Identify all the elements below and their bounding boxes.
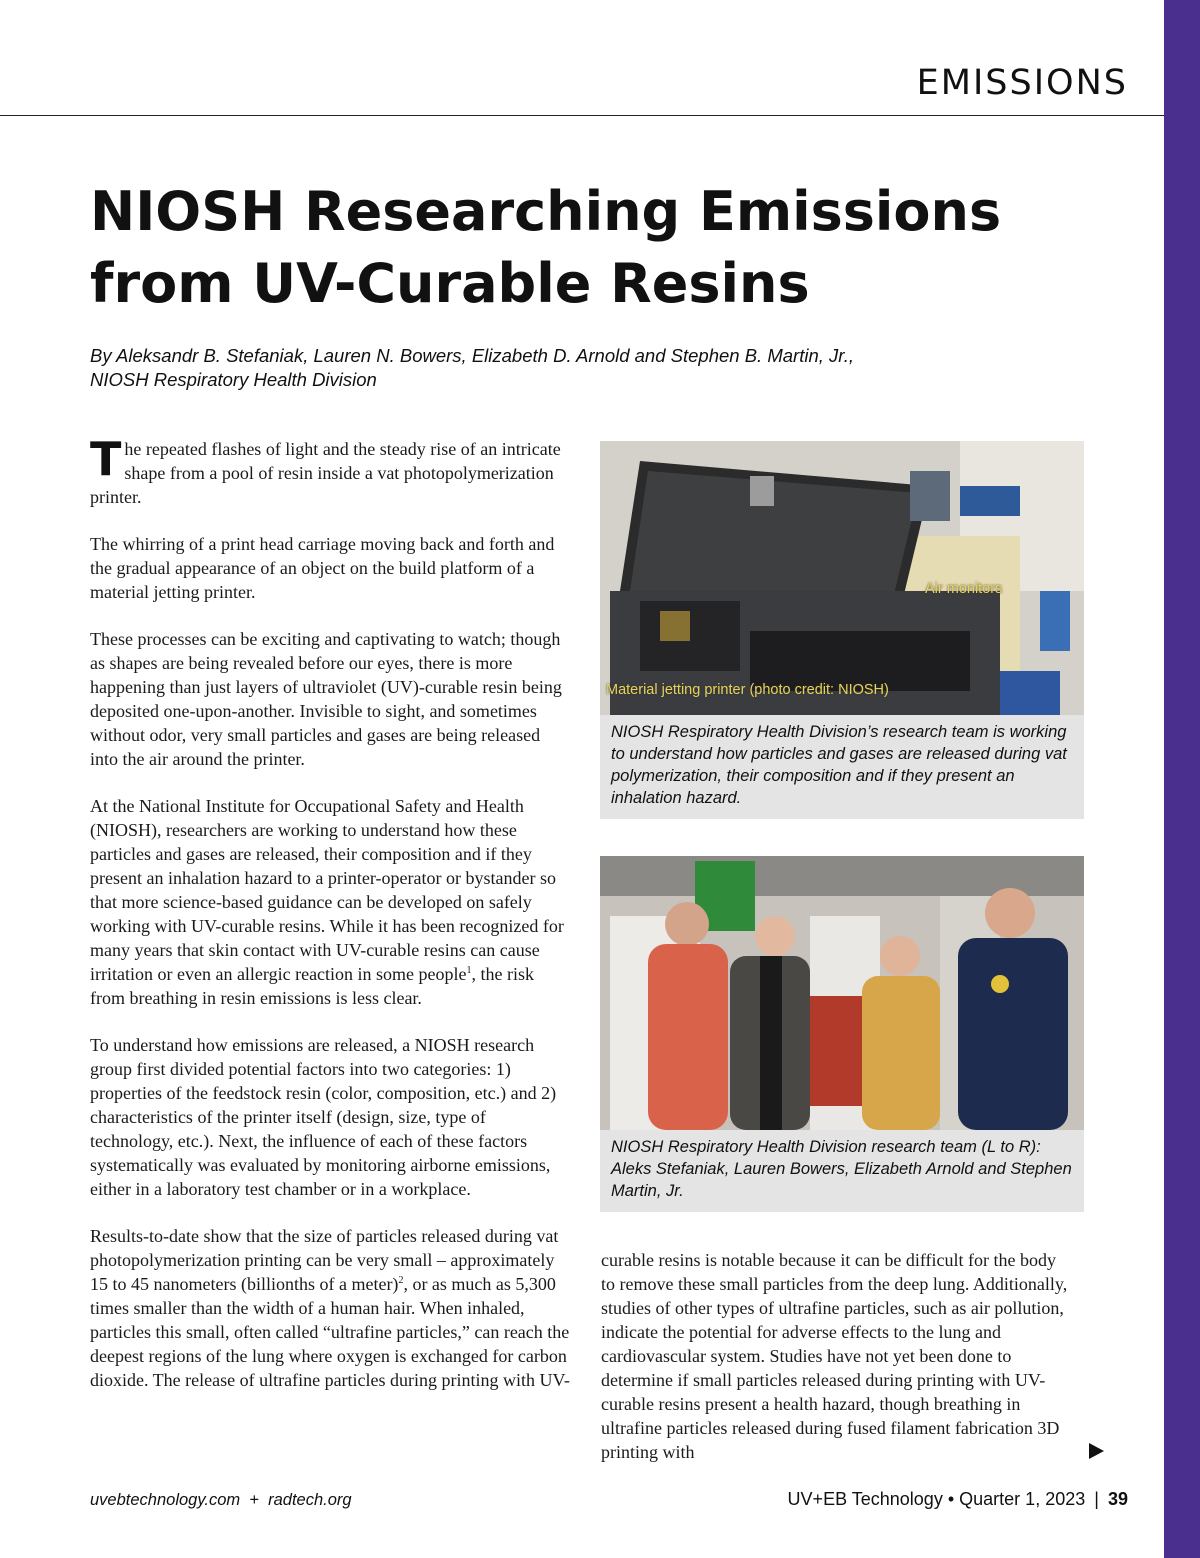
printer-photo xyxy=(600,441,1084,715)
team-photo xyxy=(600,856,1084,1130)
figure-printer-caption: NIOSH Respiratory Health Division’s research team is working to understand how particles and gases are released during vat polymerization, their composition and if they present an inhalation hazard. xyxy=(600,715,1084,819)
figure-team xyxy=(600,856,1084,1212)
footer-issue: Quarter 1, 2023 xyxy=(959,1489,1086,1509)
paragraph-3: These processes can be exciting and captivating to watch; though as shapes are being revealed before our eyes, there is more happening than just layers of ultraviolet (UV)-curable resin being deposited one-upon-another. Invisible to sight, and sometimes without odor, very small particles and gases are being released into the air around the printer. xyxy=(90,629,562,769)
footnote-ref-1: 1 xyxy=(466,965,472,976)
drop-cap: T xyxy=(90,432,122,486)
footer-separator: | xyxy=(1094,1489,1099,1509)
overlay-air-monitors: Air monitors xyxy=(925,581,1003,597)
paragraph-4-text-b: , the risk from breathing in resin emissions is less clear. xyxy=(90,964,535,1008)
overlay-printer-credit: Material jetting printer (photo credit: NIOSH) xyxy=(606,682,889,698)
right-column xyxy=(601,1248,1071,1464)
paragraph-1-text: he repeated flashes of light and the steady rise of an intricate shape from a pool of resin inside a vat photopolymerization printer. xyxy=(90,439,561,507)
figure-printer xyxy=(600,441,1084,819)
paragraph-2: The whirring of a print head carriage moving back and forth and the gradual appearance of an object on the build platform of a material jetting printer. xyxy=(90,534,555,602)
footnote-ref-2: 2 xyxy=(398,1275,404,1286)
byline-affiliation: NIOSH Respiratory Health Division xyxy=(90,369,377,390)
paragraph-5: To understand how emissions are released, a NIOSH research group first divided potential factors into two categories: 1) properties of the feedstock resin (color, composition, etc.) and 2) characteristics of the printer itself (design, size, type of technology, etc.). Next, the influence of each of these factors systematically was evaluated by monitoring airborne emissions, either in a laboratory test chamber or in a workplace. xyxy=(90,1035,557,1199)
byline-authors: By Aleksandr B. Stefaniak, Lauren N. Bowers, Elizabeth D. Arnold and Stephen B. Martin, Jr., xyxy=(90,345,855,366)
paragraph-1 xyxy=(90,432,572,509)
footer-issue-info xyxy=(788,1489,1128,1510)
paragraph-4-text-a: At the National Institute for Occupational Safety and Health (NIOSH), researchers are working to understand how these particles and gases are released, their composition and if they present an inhalation hazard to a printer-operator or bystander so that more science-based guidance can be developed on safely working with UV-curable resins. While it has been recognized for many years that skin contact with UV-curable resins can cause irritation or even an allergic reaction in some people xyxy=(90,796,564,984)
paragraph-4 xyxy=(90,794,572,1010)
footer-magazine: UV+EB Technology xyxy=(787,1489,943,1509)
footer-bullet: • xyxy=(947,1489,960,1509)
footer-websites: uvebtechnology.com + radtech.org xyxy=(90,1491,352,1509)
header-rule xyxy=(0,115,1164,116)
figure-team-caption: NIOSH Respiratory Health Division research team (L to R): Aleks Stefaniak, Lauren Bowers, Elizabeth Arnold and Stephen Martin, Jr. xyxy=(600,1130,1084,1212)
continue-arrow-icon xyxy=(1089,1443,1104,1459)
page-number: 39 xyxy=(1107,1489,1128,1509)
paragraph-6 xyxy=(90,1224,572,1392)
paragraph-6-text-a: Results-to-date show that the size of particles released during vat photopolymerization printing can be very small – approximately 15 to 45 nanometers (billionths of a meter) xyxy=(90,1226,559,1294)
side-color-bar xyxy=(1164,0,1200,1558)
left-column xyxy=(90,432,572,1415)
article-title xyxy=(90,176,1090,320)
byline xyxy=(90,344,1090,392)
section-label: EMISSIONS xyxy=(916,63,1128,103)
title-line-1: NIOSH Researching Emissions xyxy=(90,180,1002,243)
title-line-2: from UV-Curable Resins xyxy=(90,252,810,315)
team-photo-illustration xyxy=(600,856,1084,1130)
printer-photo-illustration xyxy=(600,441,1084,715)
paragraph-7: curable resins is notable because it can be difficult for the body to remove these small particles from the deep lung. Additionally, studies of other types of ultrafine particles, such as air pollution, indicate the potential for adverse effects to the lung and cardiovascular system. Studies have not yet been done to determine if small particles released during printing with UV-curable resins present a health hazard, though breathing in ultrafine particles released during fused filament fabrication 3D printing with xyxy=(601,1250,1068,1462)
paragraph-6-text-b: , or as much as 5,300 times smaller than the width of a human hair. When inhaled, particles this small, often called “ultrafine particles,” can reach the deepest regions of the lung where oxygen is exchanged for carbon dioxide. The release of ultrafine particles during printing with UV- xyxy=(90,1274,570,1390)
